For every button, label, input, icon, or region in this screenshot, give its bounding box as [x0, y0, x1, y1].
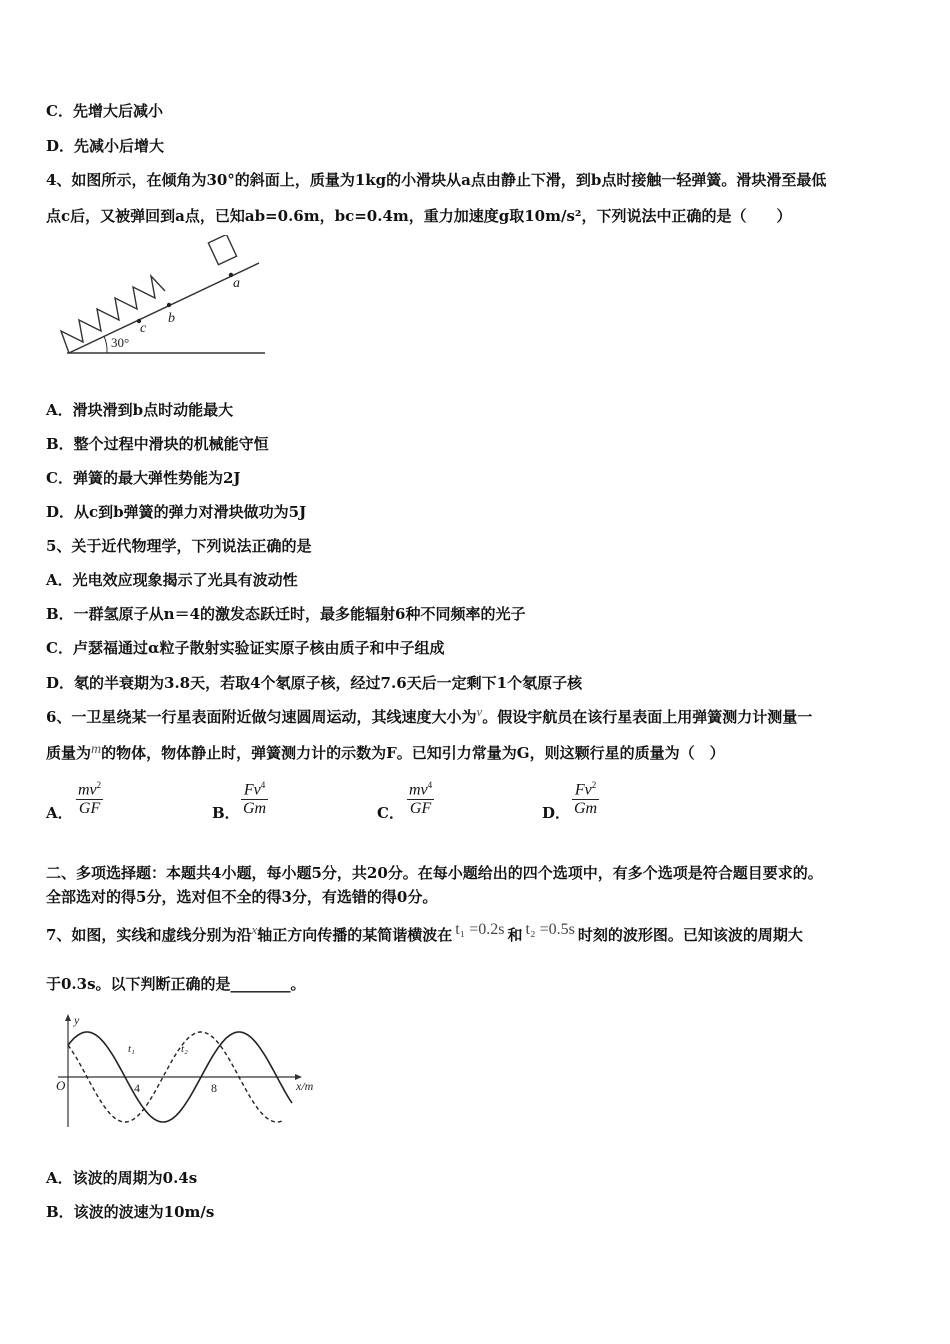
origin-label: O	[56, 1078, 66, 1093]
q5-option-a: A．光电效应现象揭示了光具有波动性	[46, 571, 298, 589]
q6-option-c-label: C．	[377, 804, 404, 822]
q4-option-b: B．整个过程中滑块的机械能守恒	[46, 435, 269, 453]
q5-option-b: B．一群氢原子从n＝4的激发态跃迁时，最多能辐射6种不同频率的光子	[46, 605, 526, 623]
t2-label: t₂	[181, 1043, 188, 1055]
point-b-dot	[167, 303, 171, 307]
q7-x-symbol: x	[251, 922, 258, 937]
q7-stem-line1: 7、如图，实线和虚线分别为沿x轴正方向传播的某简谐横波在 t₁ =0.2s 和 t₂ =0.5s 时刻的波形图。已知该波的周期大	[46, 921, 803, 944]
q6-option-d-fraction: $\frac{Fv^2}{Gm}$	[574, 780, 598, 818]
q6-option-b-fraction: $\frac{Fv^4}{Gm}$	[243, 780, 267, 818]
q6-v-symbol: v	[476, 704, 483, 719]
label-c: c	[140, 321, 147, 336]
q4-option-a: A．滑块滑到b点时动能最大	[46, 401, 234, 419]
incline-spring-figure	[55, 235, 275, 360]
q6-m-symbol: m	[91, 742, 102, 757]
tick-8-label: 8	[211, 1081, 217, 1095]
tick-4-label: 4	[134, 1081, 140, 1095]
q6-stem-line1: 6、一卫星绕某一行星表面附近做匀速圆周运动，其线速度大小为v。假设宇航员在该行星表面上用弹簧测力计测量一	[46, 704, 813, 726]
q6-option-a-label: A．	[46, 804, 73, 822]
q6-option-c-fraction: $\frac{mv^4}{GF}$	[409, 780, 433, 818]
section2-heading-line1: 二、多项选择题：本题共4小题，每小题5分，共20分。在每小题给出的四个选项中，有多个选项是符合题目要求的。	[46, 864, 823, 882]
q6-option-a-fraction: $\frac{mv^2}{GF}$	[78, 780, 102, 818]
q7-stem-line2: 于0.3s。以下判断正确的是________。	[46, 975, 306, 993]
q4-option-d: D．从c到b弹簧的弹力对滑块做功为5J	[46, 503, 307, 521]
q7-option-a: A．该波的周期为0.4s	[46, 1169, 198, 1187]
x-axis-label: x/m	[296, 1079, 314, 1093]
q7-t2: t₂ =0.5s	[525, 921, 575, 938]
wave-figure	[50, 1012, 330, 1130]
angle-label: 30°	[111, 335, 130, 350]
q7-t1: t₁ =0.2s	[455, 921, 505, 938]
t1-label: t₁	[128, 1043, 135, 1055]
section2-heading-line2: 全部选对的得5分，选对但不全的得3分，有选错的得0分。	[46, 888, 438, 906]
q5-stem: 5、关于近代物理学，下列说法正确的是	[46, 537, 312, 555]
q6-option-b-label: B．	[212, 804, 240, 822]
q4-stem-line1: 4、如图所示，在倾角为30°的斜面上，质量为1kg的小滑块从a点由静止下滑，到b点时接触一轻弹簧。滑块滑至最低	[46, 171, 827, 189]
q6-option-d-label: D．	[542, 804, 571, 822]
q3-option-c: C．先增大后减小	[46, 102, 163, 120]
q4-stem-line2: 点c后，又被弹回到a点，已知ab=0.6m，bc=0.4m，重力加速度g取10m/s²，下列说法中正确的是（ ）	[46, 207, 792, 225]
q7-option-b: B．该波的波速为10m/s	[46, 1203, 215, 1221]
q4-option-c: C．弹簧的最大弹性势能为2J	[46, 469, 241, 487]
q3-option-d: D．先减小后增大	[46, 137, 165, 155]
q5-option-c: C．卢瑟福通过α粒子散射实验证实原子核由质子和中子组成	[46, 639, 445, 657]
q6-stem-line2: 质量为m的物体，物体静止时，弹簧测力计的示数为F。已知引力常量为G，则这颗行星的质量为（ ）	[46, 742, 725, 762]
label-b: b	[168, 311, 175, 326]
q5-option-d: D．氡的半衰期为3.8天，若取4个氡原子核，经过7.6天后一定剩下1个氡原子核	[46, 674, 583, 692]
label-a: a	[233, 276, 240, 291]
y-axis-label: y	[74, 1013, 80, 1027]
